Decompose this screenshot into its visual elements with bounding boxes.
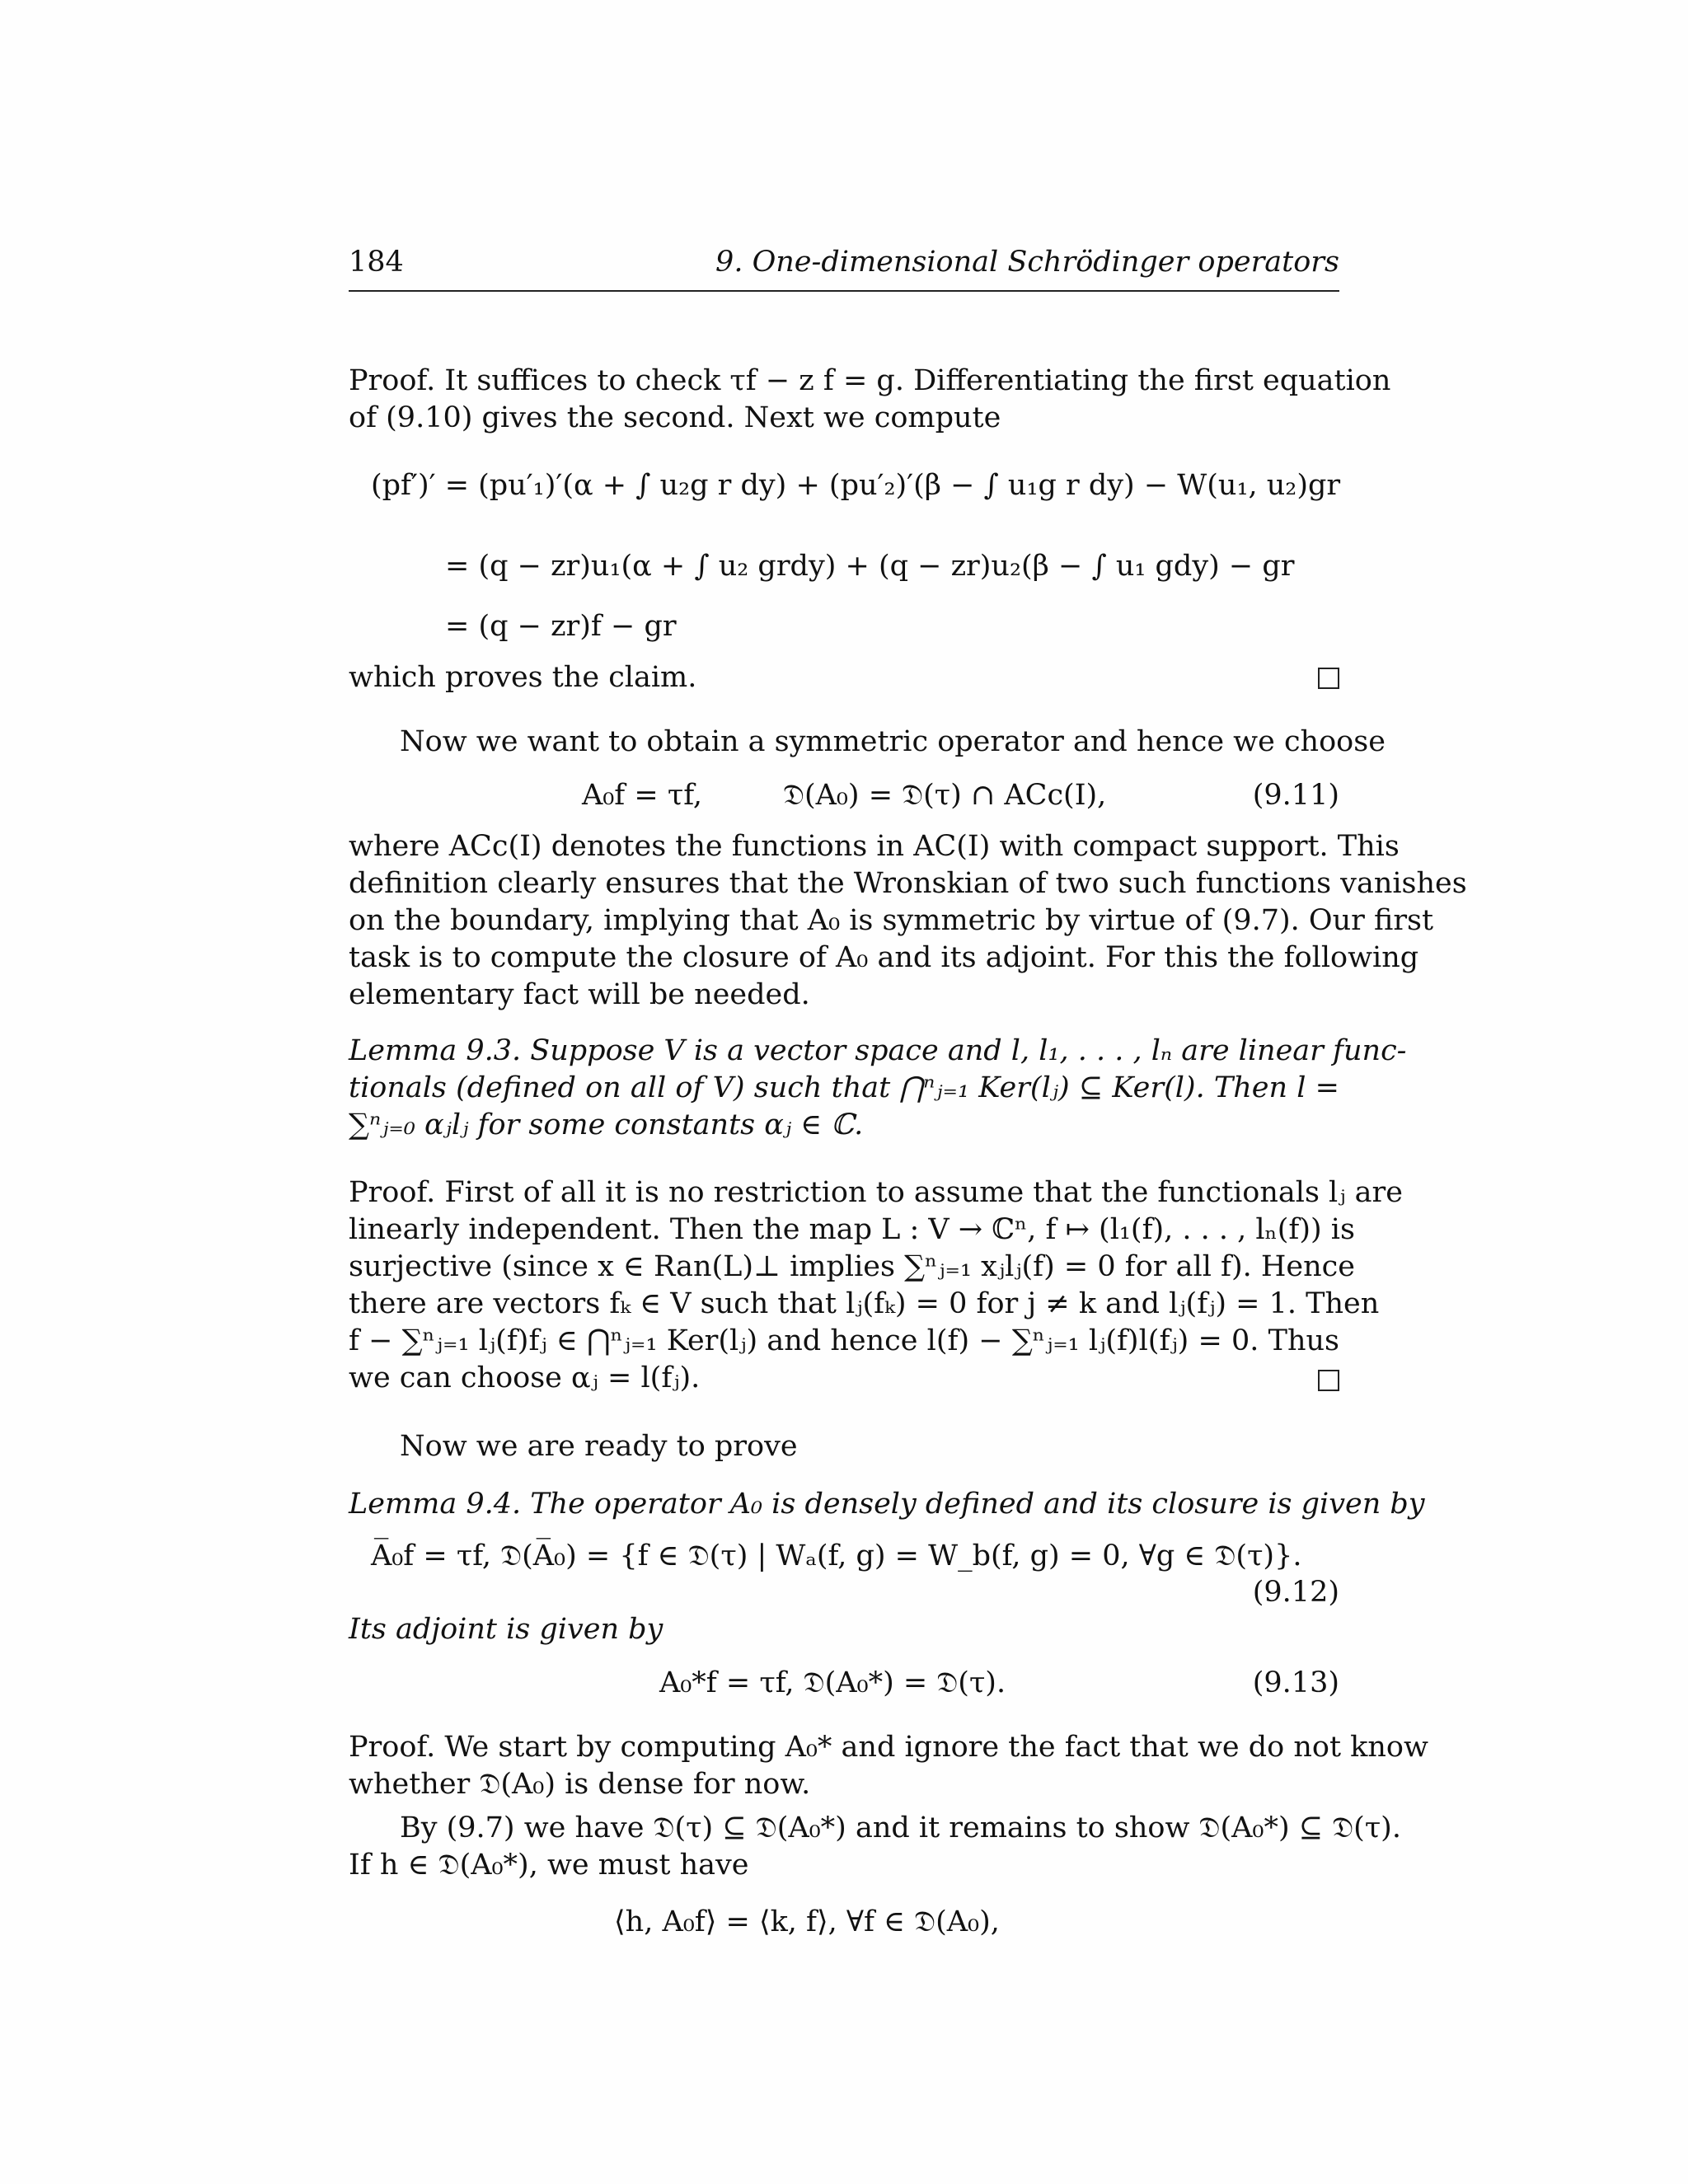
text-line: task is to compute the closure of A₀ and its adjoint. For this the following [349, 941, 1419, 974]
equation-9-11-right: 𝔇(A₀) = 𝔇(τ) ∩ ACc(I), [783, 779, 1107, 812]
equation-number-9-11: (9.11) [1252, 779, 1339, 812]
text-line: we can choose αⱼ = l(fⱼ). [349, 1361, 701, 1394]
text-line: elementary fact will be needed. [349, 978, 810, 1011]
equation-9-13: A₀*f = τf, 𝔇(A₀*) = 𝔇(τ). [659, 1666, 1006, 1699]
page-number: 184 [349, 246, 404, 279]
text-line: If h ∈ 𝔇(A₀*), we must have [349, 1849, 749, 1882]
text-line: of (9.10) gives the second. Next we compute [349, 401, 1001, 434]
text-line: Lemma 9.4. The operator A₀ is densely defined and its closure is given by [349, 1488, 1425, 1521]
equation-number-9-12: (9.12) [1252, 1576, 1339, 1609]
display-equation-line-3: = (q − zr)f − gr [445, 610, 677, 643]
text-line: on the boundary, implying that A₀ is symmetric by virtue of (9.7). Our first [349, 904, 1434, 937]
text-line: surjective (since x ∈ Ran(L)⊥ implies ∑ⁿⱼ₌₁ xⱼlⱼ(f) = 0 for all f). Hence [349, 1250, 1355, 1283]
text-line: f − ∑ⁿⱼ₌₁ lⱼ(f)fⱼ ∈ ⋂ⁿⱼ₌₁ Ker(lⱼ) and hence l(f) − ∑ⁿⱼ₌₁ lⱼ(f)l(fⱼ) = 0. Thus [349, 1324, 1339, 1357]
text-line: Proof. It suffices to check τf − z f = g. Differentiating the first equation [349, 364, 1391, 397]
proof-2 [349, 1174, 1403, 1397]
running-header [349, 244, 1339, 292]
final-equation: ⟨h, A₀f⟩ = ⟨k, f⟩, ∀f ∈ 𝔇(A₀), [614, 1905, 1000, 1938]
text-line: whether 𝔇(A₀) is dense for now. [349, 1768, 811, 1801]
text-line: Proof. We start by computing A₀* and ignore the fact that we do not know [349, 1731, 1428, 1764]
proof-1-intro [349, 363, 1391, 437]
text-line: By (9.7) we have 𝔇(τ) ⊆ 𝔇(A₀*) and it remains to show 𝔇(A₀*) ⊆ 𝔇(τ). [400, 1811, 1401, 1844]
lemma-9-4-adjoint-text: Its adjoint is given by [349, 1613, 663, 1646]
equation-9-11-left: A₀f = τf, [582, 779, 703, 812]
qed-square-icon [1318, 1370, 1339, 1391]
chapter-title: 9. One-dimensional Schrödinger operators [715, 246, 1339, 279]
display-equation-line-1: (pf′)′ = (pu′₁)′(α + ∫ u₂g r dy) + (pu′₂)′(β − ∫ u₁g r dy) − W(u₁, u₂)gr [371, 469, 1341, 502]
equation-9-12: A̅₀f = τf, 𝔇(A̅₀) = {f ∈ 𝔇(τ) | Wₐ(f, g) = W_b(f, g) = 0, ∀g ∈ 𝔇(τ)}. [371, 1540, 1302, 1572]
text-line: which proves the claim. [349, 661, 697, 694]
text-line: linearly independent. Then the map L : V → ℂⁿ, f ↦ (l₁(f), . . . , lₙ(f)) is [349, 1213, 1355, 1246]
proof-3-paragraph [349, 1810, 1401, 1884]
qed-square-icon [1318, 668, 1339, 689]
lemma-9-4-statement [349, 1486, 1425, 1523]
proof-1-closing [349, 659, 1339, 696]
text-line: Proof. First of all it is no restriction to assume that the functionals lⱼ are [349, 1176, 1403, 1209]
display-equation-line-2: = (q − zr)u₁(α + ∫ u₂ grdy) + (q − zr)u₂(β − ∫ u₁ gdy) − gr [445, 550, 1295, 583]
equation-number-9-13: (9.13) [1252, 1666, 1339, 1699]
proof-3 [349, 1729, 1428, 1803]
text-line: definition clearly ensures that the Wronskian of two such functions vanishes [349, 867, 1467, 900]
text-line: there are vectors fₖ ∈ V such that lⱼ(fₖ) = 0 for j ≠ k and lⱼ(fⱼ) = 1. Then [349, 1287, 1380, 1320]
paragraph-intro: Now we want to obtain a symmetric operator and hence we choose [400, 725, 1386, 758]
text-line: where ACc(I) denotes the functions in AC(I) with compact support. This [349, 830, 1400, 863]
paragraph-ready: Now we are ready to prove [400, 1430, 798, 1463]
text-line: tionals (defined on all of V) such that ⋂ⁿⱼ₌₁ Ker(lⱼ) ⊆ Ker(l). Then l = [349, 1071, 1339, 1104]
text-line: Lemma 9.3. Suppose V is a vector space and l, l₁, . . . , lₙ are linear func- [349, 1034, 1407, 1067]
paragraph-body [349, 828, 1467, 1014]
text-line: ∑ⁿⱼ₌₀ αⱼlⱼ for some constants αⱼ ∈ ℂ. [349, 1108, 864, 1141]
lemma-9-3 [349, 1033, 1407, 1144]
